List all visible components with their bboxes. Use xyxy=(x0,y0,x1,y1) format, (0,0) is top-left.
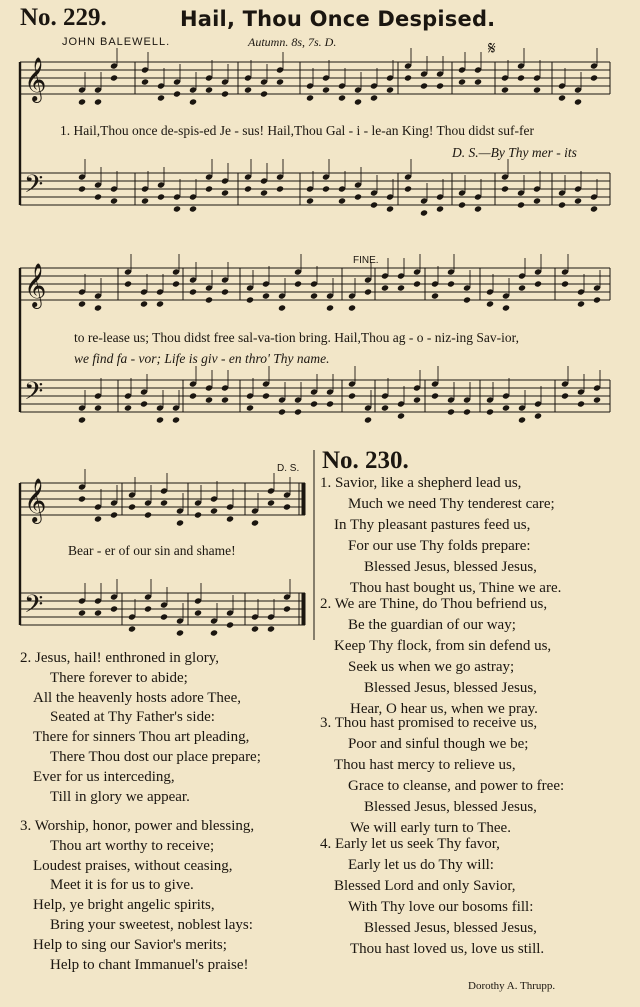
note-head xyxy=(156,300,164,307)
verse-line: For our use Thy folds prepare: xyxy=(348,538,531,554)
note-head xyxy=(173,90,181,97)
note-head xyxy=(221,396,229,403)
note-head xyxy=(517,201,525,208)
note-head xyxy=(276,78,284,85)
note-head xyxy=(251,519,259,526)
note-head xyxy=(210,507,218,514)
segno-mark: 𝄋 xyxy=(488,38,496,58)
note-head xyxy=(157,94,165,101)
verse-line: All the heavenly hosts adore Thee, xyxy=(33,689,241,706)
verse-line: Much we need Thy tenderest care; xyxy=(348,496,555,512)
note-head xyxy=(558,94,566,101)
note-head xyxy=(205,396,213,403)
note-head xyxy=(306,94,314,101)
ds-mark: D. S. xyxy=(277,463,300,474)
note-head xyxy=(128,503,136,510)
note-head xyxy=(128,625,136,632)
note-head xyxy=(420,209,428,216)
verse-line: Thou hast mercy to relieve us, xyxy=(334,757,516,773)
note-head xyxy=(278,408,286,415)
note-head xyxy=(574,98,582,105)
note-head xyxy=(518,416,526,423)
note-head xyxy=(94,609,102,616)
note-head xyxy=(310,292,318,299)
note-head xyxy=(458,201,466,208)
note-head xyxy=(140,400,148,407)
note-head xyxy=(458,78,466,85)
note-head xyxy=(463,296,471,303)
note-head xyxy=(78,300,86,307)
verse-line: Thou hast bought us, Thine we are. xyxy=(350,580,562,596)
note-head xyxy=(517,74,525,81)
note-head xyxy=(381,284,389,291)
verse-line: Blessed Jesus, blessed Jesus, xyxy=(364,799,537,815)
note-head xyxy=(474,205,482,212)
note-head xyxy=(189,288,197,295)
note-head xyxy=(463,408,471,415)
verse-line: Blessed Jesus, blessed Jesus, xyxy=(364,920,537,936)
verse-line: Seek us when we go astray; xyxy=(348,659,515,675)
note-head xyxy=(278,304,286,311)
verse-line: 4. Early let us seek Thy favor, xyxy=(320,836,500,852)
note-head xyxy=(246,296,254,303)
note-head xyxy=(226,621,234,628)
hymn230-verse-1 xyxy=(320,475,561,601)
note-head xyxy=(413,396,421,403)
note-head xyxy=(189,205,197,212)
note-head xyxy=(364,416,372,423)
verse-line: Help, ye bright angelic spirits, xyxy=(33,897,215,914)
note-head xyxy=(364,288,372,295)
note-head xyxy=(173,205,181,212)
note-head xyxy=(561,280,569,287)
note-head xyxy=(110,605,118,612)
bass-clef-icon: 𝄢 xyxy=(24,377,44,412)
note-head xyxy=(194,609,202,616)
hymn230-verse-4 xyxy=(320,836,544,962)
note-head xyxy=(397,284,405,291)
note-head xyxy=(94,98,102,105)
hymn229-verse-3 xyxy=(20,818,254,976)
note-head xyxy=(94,304,102,311)
note-head xyxy=(348,304,356,311)
hymn230-verse-3 xyxy=(320,715,564,841)
note-head xyxy=(262,292,270,299)
note-head xyxy=(267,625,275,632)
note-head xyxy=(322,86,330,93)
note-head xyxy=(436,82,444,89)
verse-line: Blessed Lord and only Savior, xyxy=(334,878,516,894)
note-head xyxy=(338,197,346,204)
note-head xyxy=(381,404,389,411)
note-head xyxy=(172,280,180,287)
note-head xyxy=(194,511,202,518)
note-head xyxy=(156,416,164,423)
note-head xyxy=(189,392,197,399)
treble-clef-icon: 𝄞 xyxy=(24,263,47,307)
verse-line: Poor and sinful though we be; xyxy=(348,736,529,752)
verse-line: There forever to abide; xyxy=(50,669,188,686)
note-head xyxy=(267,499,275,506)
note-head xyxy=(486,300,494,307)
note-head xyxy=(322,185,330,192)
note-head xyxy=(283,605,291,612)
note-head xyxy=(561,392,569,399)
note-head xyxy=(205,296,213,303)
verse-line: 2. Jesus, hail! enthroned in glory, xyxy=(20,650,219,666)
verse-line: Be the guardian of our way; xyxy=(348,617,516,633)
verse-line: Thou hast loved us, love us still. xyxy=(350,941,545,957)
verse-line: Bring your sweetest, noblest lays: xyxy=(50,916,253,933)
verse-line: Hear, O hear us, when we pray. xyxy=(350,701,538,717)
note-head xyxy=(310,400,318,407)
note-head xyxy=(518,284,526,291)
note-head xyxy=(110,511,118,518)
fine-mark: FINE. xyxy=(353,255,379,266)
note-head xyxy=(244,86,252,93)
note-head xyxy=(502,404,510,411)
verse-line: Keep Thy flock, from sin defend us, xyxy=(334,638,552,654)
note-head xyxy=(78,185,86,192)
verse-line: Blessed Jesus, blessed Jesus, xyxy=(364,559,537,575)
note-head xyxy=(205,185,213,192)
note-head xyxy=(404,185,412,192)
note-head xyxy=(78,416,86,423)
note-head xyxy=(78,98,86,105)
verse-line: 2. We are Thine, do Thou befriend us, xyxy=(320,596,548,612)
treble-clef-icon: 𝄞 xyxy=(24,478,47,522)
note-head xyxy=(431,392,439,399)
note-head xyxy=(593,296,601,303)
note-head xyxy=(558,201,566,208)
note-head xyxy=(260,90,268,97)
note-head xyxy=(160,499,168,506)
note-head xyxy=(590,74,598,81)
note-head xyxy=(226,515,234,522)
note-head xyxy=(124,404,132,411)
bass-clef-icon: 𝄢 xyxy=(24,590,44,625)
note-head xyxy=(78,495,86,502)
note-head xyxy=(157,193,165,200)
note-head xyxy=(110,74,118,81)
verse-line: 1. Savior, like a shepherd lead us, xyxy=(320,475,522,491)
verse-line: Thou art worthy to receive; xyxy=(50,837,215,854)
note-head xyxy=(404,74,412,81)
note-head xyxy=(276,185,284,192)
lyrics-line-1-ds: D. S.—By Thy mer - its xyxy=(452,145,577,160)
note-head xyxy=(221,288,229,295)
verse-line: With Thy love our bosoms fill: xyxy=(348,899,534,915)
note-head xyxy=(370,201,378,208)
hymn-title: Hail, Thou Once Despised. xyxy=(180,7,496,31)
note-head xyxy=(326,400,334,407)
hymn229-verse-2 xyxy=(20,650,261,808)
note-head xyxy=(141,197,149,204)
note-head xyxy=(348,392,356,399)
note-head xyxy=(94,193,102,200)
note-head xyxy=(94,404,102,411)
note-head xyxy=(501,86,509,93)
note-head xyxy=(533,86,541,93)
note-head xyxy=(141,78,149,85)
note-head xyxy=(210,629,218,636)
lyrics-line-3: Bear - er of our sin and shame! xyxy=(68,543,236,558)
verse-line: 3. Worship, honor, power and blessing, xyxy=(20,818,255,834)
treble-clef-icon: 𝄞 xyxy=(24,57,47,101)
note-head xyxy=(474,78,482,85)
note-head xyxy=(420,82,428,89)
note-head xyxy=(590,205,598,212)
note-head xyxy=(221,90,229,97)
note-head xyxy=(486,408,494,415)
note-head xyxy=(413,280,421,287)
note-head xyxy=(260,189,268,196)
note-head xyxy=(326,304,334,311)
note-head xyxy=(221,189,229,196)
note-head xyxy=(160,613,168,620)
note-head xyxy=(172,416,180,423)
note-head xyxy=(262,392,270,399)
note-head xyxy=(354,193,362,200)
note-head xyxy=(397,412,405,419)
verse-line: Till in glory we appear. xyxy=(50,788,190,805)
note-head xyxy=(244,185,252,192)
verse-line: Loudest praises, without ceasing, xyxy=(33,857,233,874)
verse-line: There Thou dost our place prepare; xyxy=(50,748,261,765)
verse-line: Ever for us interceding, xyxy=(33,768,175,785)
verse-line: Help to sing our Savior's merits; xyxy=(33,936,227,953)
note-head xyxy=(294,280,302,287)
note-head xyxy=(140,300,148,307)
lyrics-line-2: to re-lease us; Thou didst free sal-va-tion bring. Hail,Thou ag - o - niz-ing Sav-ior, xyxy=(74,330,519,345)
hymn230-verse-2 xyxy=(320,596,551,722)
hymn-author: Dorothy A. Thrupp. xyxy=(468,980,556,992)
tune-meter: Autumn. 8s, 7s. D. xyxy=(248,35,337,49)
verse-line: There for sinners Thou art pleading, xyxy=(33,729,250,746)
verse-line: Blessed Jesus, blessed Jesus, xyxy=(364,680,537,696)
note-head xyxy=(283,503,291,510)
note-head xyxy=(246,404,254,411)
note-head xyxy=(370,94,378,101)
note-head xyxy=(501,185,509,192)
note-head xyxy=(386,205,394,212)
note-head xyxy=(502,304,510,311)
note-head xyxy=(533,197,541,204)
verse-line: Help to chant Immanuel's praise! xyxy=(50,956,249,973)
note-head xyxy=(110,197,118,204)
hymn-230-number: No. 230. xyxy=(322,447,409,474)
note-head xyxy=(354,98,362,105)
verse-line: Meet it is for us to give. xyxy=(50,877,194,894)
note-head xyxy=(144,511,152,518)
note-head xyxy=(176,519,184,526)
lyrics-line-1: 1. Hail,Thou once de-spis-ed Je - sus! Hail,Thou Gal - i - le-an King! Thou didst suf-fer xyxy=(60,123,535,138)
note-head xyxy=(436,205,444,212)
note-head xyxy=(78,609,86,616)
note-head xyxy=(534,412,542,419)
composer: JOHN BALEWELL. xyxy=(62,36,171,48)
note-head xyxy=(447,280,455,287)
verse-line: Grace to cleanse, and power to free: xyxy=(348,778,565,794)
note-head xyxy=(189,98,197,105)
note-head xyxy=(251,625,259,632)
bass-clef-icon: 𝄢 xyxy=(24,170,44,205)
note-head xyxy=(577,300,585,307)
note-head xyxy=(338,94,346,101)
note-head xyxy=(144,605,152,612)
verse-line: 3. Thou hast promised to receive us, xyxy=(320,715,538,731)
note-head xyxy=(593,396,601,403)
note-head xyxy=(577,400,585,407)
verse-line: We will early turn to Thee. xyxy=(350,820,511,836)
note-head xyxy=(574,197,582,204)
note-head xyxy=(431,292,439,299)
note-head xyxy=(94,515,102,522)
note-head xyxy=(294,408,302,415)
note-head xyxy=(306,197,314,204)
hymn-number: No. 229. xyxy=(20,4,107,31)
note-head xyxy=(386,86,394,93)
verse-line: Early let us do Thy will: xyxy=(348,857,494,873)
verse-line: Seated at Thy Father's side: xyxy=(50,709,215,726)
verse-line: In Thy pleasant pastures feed us, xyxy=(334,517,531,533)
note-head xyxy=(534,280,542,287)
note-head xyxy=(124,280,132,287)
note-head xyxy=(176,629,184,636)
note-head xyxy=(447,408,455,415)
lyrics-line-2-ds: we find fa - vor; Life is giv - en thro' Thy name. xyxy=(74,351,330,366)
note-head xyxy=(205,86,213,93)
